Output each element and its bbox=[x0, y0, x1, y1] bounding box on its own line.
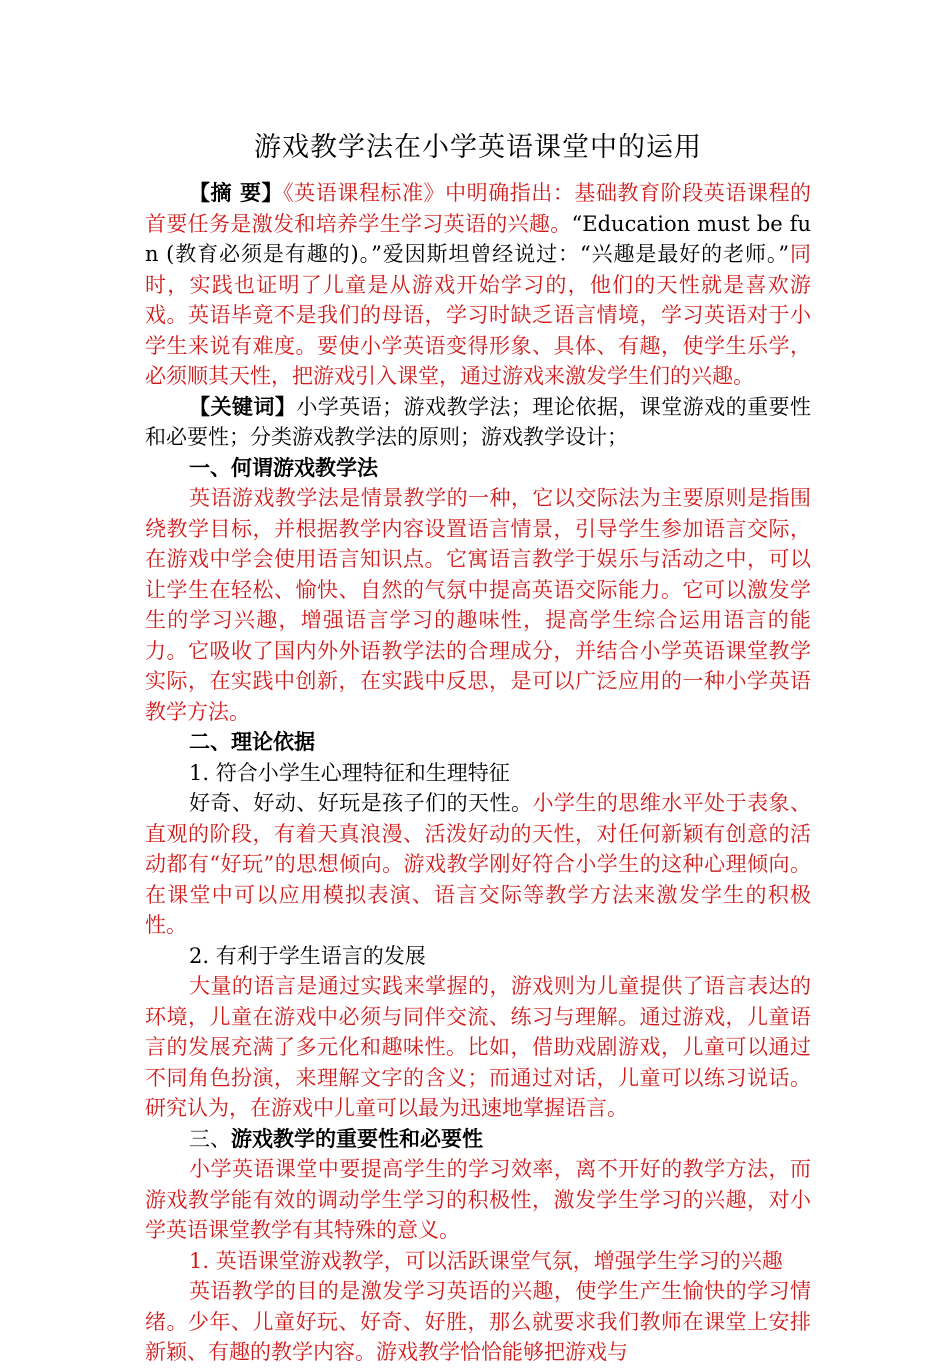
section-3-intro: 小学英语课堂中要提高学生的学习效率，离不开好的教学方法，而游戏教学能有效的调动学生学习的积极性，激发学生学习的兴趣，对小学英语课堂教学有其特殊的意义。 bbox=[145, 1157, 811, 1242]
section-3-heading-prefix: 三、 bbox=[189, 1126, 231, 1151]
section-3-sub-1-text: 英语教学的目的是激发学习英语的兴趣，使学生产生愉快的学习情绪。少年、儿童好玩、好奇、好胜，那么就要求我们教师在课堂上安排新颖、有趣的教学内容。游戏教学恰恰能够把游戏与 bbox=[145, 1279, 811, 1364]
section-1-text: 英语游戏教学法是情景教学的一种，它以交际法为主要原则是指围绕教学目标，并根据教学内容设置语言情景，引导学生参加语言交际，在游戏中学会使用语言知识点。它寓语言教学于娱乐与活动之中，可以让学生在轻松、愉快、自然的气氛中提高英语交际能力。它可以激发学生的学习兴趣，增强语言学习的趣味性，提高学生综合运用语言的能力。它吸收了国内外外语教学法的合理成分，并结合小学英语课堂教学实际，在实践中创新，在实践中反思，是可以广泛应用的一种小学英语教学方法。 bbox=[145, 486, 811, 724]
abstract-black-text: “Education must be fun (教育必须是有趣的)。”爱因斯坦曾经说过：“兴趣是最好的老师。” bbox=[145, 211, 811, 266]
section-2-sub-2-text: 大量的语言是通过实践来掌握的，游戏则为儿童提供了语言表达的环境，儿童在游戏中必须与同伴交流、练习与理解。通过游戏，儿童语言的发展充满了多元化和趣味性。比如，借助戏剧游戏，儿童可以通过不同角色扮演，来理解文字的含义；而通过对话，儿童可以练习说话。研究认为，在游戏中儿童可以最为迅速地掌握语言。 bbox=[145, 974, 811, 1120]
section-3-sub-1-heading: 1. 英语课堂游戏教学，可以活跃课堂气氛，增强学生学习的兴趣 bbox=[189, 1248, 783, 1273]
section-3-heading bbox=[145, 1124, 811, 1155]
document-title: 游戏教学法在小学英语课堂中的运用 bbox=[254, 132, 702, 163]
section-2-sub-1-heading: 1. 符合小学生心理特征和生理特征 bbox=[189, 760, 510, 785]
section-2-sub-2-heading: 2. 有利于学生语言的发展 bbox=[189, 943, 426, 968]
abstract-red-text-1: 《英语课程标准》中明确指出：基础教育阶段英语课程的首要任务是激发和培养学生学习英语的兴趣。 bbox=[145, 181, 812, 236]
section-1-heading: 一、何谓游戏教学法 bbox=[189, 454, 378, 480]
keywords-label: 【关键词】 bbox=[189, 393, 297, 419]
section-2-sub-1-red-text: 小学生的思维水平处于表象、直观的阶段，有着天真浪漫、活泼好动的天性，对任何新颖有创意的活动都有“好玩”的思想倾向。游戏教学刚好符合小学生的这种心理倾向。在课堂中可以应用模拟表演、语言交际等教学方法来激发学生的积极性。 bbox=[145, 791, 812, 937]
keywords-text: 小学英语；游戏教学法；理论依据，课堂游戏的重要性和必要性；分类游戏教学法的原则；游戏教学设计； bbox=[145, 394, 812, 449]
section-2-sub-1-black-text: 好奇、好动、好玩是孩子们的天性。 bbox=[189, 791, 533, 815]
section-3-heading-title: 游戏教学的重要性和必要性 bbox=[231, 1125, 483, 1151]
abstract-red-text-2: 同时，实践也证明了儿童是从游戏开始学习的，他们的天性就是喜欢游戏。英语毕竟不是我们的母语，学习时缺乏语言情境，学习英语对于小学生来说有难度。要使小学英语变得形象、具体、有趣，使学生乐学，必须顺其天性，把游戏引入课堂，通过游戏来激发学生们的兴趣。 bbox=[145, 242, 812, 388]
abstract-paragraph bbox=[145, 178, 811, 392]
section-2-heading: 二、理论依据 bbox=[189, 729, 315, 754]
document-page bbox=[145, 128, 811, 1368]
abstract-label: 【摘 要】 bbox=[189, 180, 284, 205]
section-2-sub-1-paragraph bbox=[145, 788, 811, 941]
keywords-paragraph bbox=[145, 392, 811, 453]
